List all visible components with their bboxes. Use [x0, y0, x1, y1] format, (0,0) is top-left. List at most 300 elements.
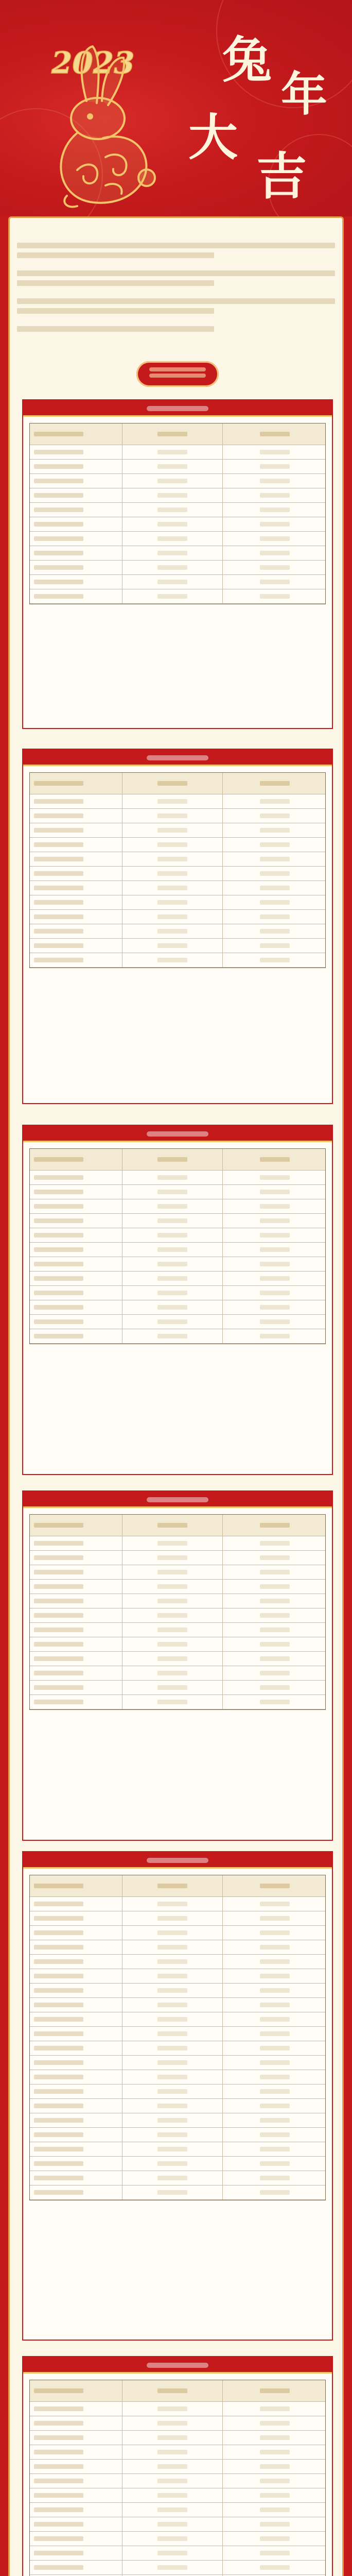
schedule-pm-cell [223, 445, 326, 459]
schedule-dept-cell [30, 1695, 122, 1709]
schedule-row [30, 924, 325, 939]
schedule-dept-cell [30, 2402, 122, 2416]
schedule-row [30, 1257, 325, 1272]
schedule-am-cell [122, 1565, 223, 1579]
schedule-am-cell [122, 794, 223, 808]
schedule-header-pm [223, 1149, 326, 1170]
schedule-row [30, 1608, 325, 1623]
schedule-row [30, 445, 325, 460]
schedule-row [30, 2445, 325, 2460]
schedule-pm-cell [223, 1695, 326, 1709]
schedule-dept-cell [30, 939, 122, 953]
schedule-pm-cell [223, 1551, 326, 1565]
schedule-pm-cell [223, 838, 326, 852]
schedule-row [30, 2402, 325, 2416]
schedule-dept-cell [30, 1911, 122, 1925]
schedule-pm-cell [223, 1536, 326, 1550]
schedule-pm-cell [223, 1329, 326, 1343]
schedule-row [30, 1551, 325, 1565]
banner-greeting-char: 年 [281, 67, 327, 122]
banner-year: 2023 [51, 45, 135, 80]
schedule-row [30, 460, 325, 474]
schedule-table-header [30, 2380, 325, 2402]
schedule-am-cell [122, 823, 223, 837]
schedule-pm-cell [223, 575, 326, 589]
schedule-am-cell [122, 1623, 223, 1637]
schedule-dept-cell [30, 1272, 122, 1285]
schedule-am-cell [122, 1536, 223, 1550]
schedule-row [30, 2460, 325, 2474]
notice-text-placeholder [17, 270, 335, 276]
schedule-pm-cell [223, 2084, 326, 2098]
notice-text-placeholder [17, 243, 335, 248]
schedule-dept-cell [30, 1315, 122, 1329]
schedule-pm-cell [223, 1228, 326, 1242]
schedule-pm-cell [223, 1608, 326, 1622]
schedule-row [30, 575, 325, 589]
schedule-am-cell [122, 895, 223, 909]
schedule-dept-cell [30, 1286, 122, 1300]
schedule-am-cell [122, 1300, 223, 1314]
schedule-row [30, 867, 325, 881]
schedule-row [30, 1171, 325, 1185]
schedule-row [30, 2416, 325, 2431]
schedule-am-cell [122, 2445, 223, 2459]
schedule-row [30, 561, 325, 575]
schedule-dept-cell [30, 924, 122, 938]
schedule-am-cell [122, 852, 223, 866]
schedule-dept-cell [30, 1171, 122, 1184]
schedule-dept-cell [30, 2142, 122, 2156]
schedule-am-cell [122, 589, 223, 603]
schedule-row [30, 503, 325, 517]
schedule-row [30, 1652, 325, 1666]
schedule-pm-cell [223, 794, 326, 808]
schedule-am-cell [122, 1652, 223, 1666]
schedule-card [22, 1125, 333, 1475]
notice-text-placeholder [17, 252, 214, 258]
schedule-am-cell [122, 1911, 223, 1925]
schedule-dept-cell [30, 2157, 122, 2171]
schedule-table [29, 2380, 326, 2576]
schedule-dept-cell [30, 503, 122, 517]
schedule-dept-cell [30, 823, 122, 837]
schedule-row [30, 852, 325, 867]
schedule-dept-cell [30, 575, 122, 589]
notice-text-placeholder [17, 298, 335, 304]
schedule-dept-cell [30, 2517, 122, 2531]
schedule-am-cell [122, 1926, 223, 1940]
schedule-dept-cell [30, 1551, 122, 1565]
schedule-pm-cell [223, 2546, 326, 2560]
schedule-pm-cell [223, 2099, 326, 2113]
schedule-card [22, 1851, 333, 2341]
schedule-row [30, 532, 325, 546]
schedule-card [22, 1490, 333, 1841]
schedule-table-header [30, 1875, 325, 1897]
schedule-table [29, 1875, 326, 2200]
schedule-header-pm [223, 1875, 326, 1896]
schedule-dept-cell [30, 1185, 122, 1199]
schedule-row [30, 1666, 325, 1681]
schedule-pm-cell [223, 2171, 326, 2185]
schedule-am-cell [122, 517, 223, 531]
schedule-pm-cell [223, 2460, 326, 2473]
schedule-dept-cell [30, 1998, 122, 2012]
schedule-row [30, 1300, 325, 1315]
schedule-row [30, 488, 325, 503]
schedule-row [30, 1199, 325, 1214]
schedule-dept-cell [30, 1897, 122, 1911]
banner-greeting-char: 吉 [256, 147, 307, 206]
schedule-am-cell [122, 1171, 223, 1184]
schedule-row [30, 2012, 325, 2027]
schedule-row [30, 2561, 325, 2575]
schedule-dept-cell [30, 2099, 122, 2113]
schedule-pm-cell [223, 474, 326, 488]
schedule-header-pm [223, 773, 326, 794]
schedule-am-cell [122, 575, 223, 589]
schedule-dept-cell [30, 1199, 122, 1213]
schedule-pm-cell [223, 1666, 326, 1680]
schedule-am-cell [122, 2084, 223, 2098]
schedule-row [30, 1243, 325, 1257]
schedule-am-cell [122, 924, 223, 938]
schedule-pm-cell [223, 1623, 326, 1637]
schedule-dept-cell [30, 881, 122, 895]
schedule-header-am [122, 423, 223, 445]
schedule-am-cell [122, 1940, 223, 1954]
schedule-row [30, 809, 325, 823]
schedule-pm-cell [223, 2128, 326, 2142]
schedule-row [30, 1998, 325, 2012]
schedule-dept-cell [30, 2084, 122, 2098]
schedule-table-header [30, 1515, 325, 1536]
schedule-dept-cell [30, 1666, 122, 1680]
schedule-dept-cell [30, 1652, 122, 1666]
schedule-pm-cell [223, 488, 326, 502]
schedule-am-cell [122, 2099, 223, 2113]
schedule-table [29, 772, 326, 968]
schedule-dept-cell [30, 445, 122, 459]
schedule-row [30, 1536, 325, 1551]
schedule-row [30, 1623, 325, 1637]
schedule-header-am [122, 1875, 223, 1896]
schedule-row [30, 881, 325, 895]
schedule-row [30, 895, 325, 910]
schedule-pm-cell [223, 2431, 326, 2445]
schedule-pm-cell [223, 1681, 326, 1694]
schedule-dept-cell [30, 895, 122, 909]
schedule-row [30, 2070, 325, 2084]
schedule-am-cell [122, 1637, 223, 1651]
schedule-am-cell [122, 2056, 223, 2070]
schedule-row [30, 1214, 325, 1228]
schedule-dept-cell [30, 532, 122, 546]
schedule-dept-cell [30, 474, 122, 488]
schedule-am-cell [122, 2460, 223, 2473]
schedule-table-header [30, 1149, 325, 1171]
schedule-pm-cell [223, 2517, 326, 2531]
schedule-header-am [122, 773, 223, 794]
schedule-pm-cell [223, 1897, 326, 1911]
schedule-pm-cell [223, 910, 326, 924]
schedule-pm-cell [223, 2488, 326, 2502]
schedule-pm-cell [223, 460, 326, 473]
schedule-dept-cell [30, 2027, 122, 2041]
schedule-pm-cell [223, 2070, 326, 2084]
schedule-am-cell [122, 953, 223, 967]
schedule-pm-cell [223, 953, 326, 967]
schedule-pm-cell [223, 1594, 326, 1608]
schedule-am-cell [122, 1998, 223, 2012]
notice-text-placeholder [17, 308, 214, 314]
schedule-card-date-placeholder [147, 755, 208, 760]
schedule-am-cell [122, 2503, 223, 2517]
schedule-pm-cell [223, 2402, 326, 2416]
banner-greeting-char: 大 [188, 108, 238, 166]
schedule-dept-cell [30, 561, 122, 574]
schedule-am-cell [122, 546, 223, 560]
schedule-header-am [122, 1149, 223, 1170]
schedule-row [30, 838, 325, 852]
schedule-pm-cell [223, 2185, 326, 2199]
schedule-dept-cell [30, 1214, 122, 1228]
schedule-pm-cell [223, 881, 326, 895]
holiday-notice [17, 226, 335, 355]
schedule-dept-cell [30, 1594, 122, 1608]
schedule-row [30, 2532, 325, 2546]
schedule-pm-cell [223, 561, 326, 574]
schedule-am-cell [122, 1666, 223, 1680]
schedule-row [30, 1286, 325, 1300]
schedule-am-cell [122, 1955, 223, 1969]
schedule-dept-cell [30, 2128, 122, 2142]
schedule-pm-cell [223, 1272, 326, 1285]
schedule-am-cell [122, 1695, 223, 1709]
schedule-row [30, 1695, 325, 1709]
schedule-am-cell [122, 2561, 223, 2574]
schedule-dept-cell [30, 1580, 122, 1594]
schedule-am-cell [122, 1551, 223, 1565]
schedule-row [30, 1329, 325, 1344]
schedule-pm-cell [223, 1185, 326, 1199]
schedule-dept-cell [30, 1926, 122, 1940]
schedule-pm-cell [223, 1984, 326, 1997]
schedule-row [30, 546, 325, 561]
schedule-am-cell [122, 1286, 223, 1300]
schedule-dept-cell [30, 2113, 122, 2127]
schedule-am-cell [122, 939, 223, 953]
schedule-dept-cell [30, 517, 122, 531]
schedule-dept-cell [30, 1984, 122, 1997]
schedule-row [30, 1228, 325, 1243]
schedule-row [30, 2128, 325, 2142]
schedule-pm-cell [223, 924, 326, 938]
schedule-header-pm [223, 1515, 326, 1536]
schedule-am-cell [122, 2142, 223, 2156]
schedule-dept-cell [30, 1969, 122, 1983]
schedule-am-cell [122, 1257, 223, 1271]
schedule-row [30, 794, 325, 809]
schedule-am-cell [122, 2171, 223, 2185]
schedule-row [30, 2027, 325, 2041]
schedule-pm-cell [223, 1300, 326, 1314]
schedule-am-cell [122, 2517, 223, 2531]
schedule-pm-cell [223, 2474, 326, 2488]
schedule-dept-cell [30, 2171, 122, 2185]
schedule-table [29, 1514, 326, 1710]
schedule-row [30, 1911, 325, 1926]
schedule-am-cell [122, 1608, 223, 1622]
schedule-header-am [122, 2380, 223, 2401]
schedule-dept-cell [30, 1623, 122, 1637]
schedule-pm-cell [223, 2142, 326, 2156]
schedule-am-cell [122, 2488, 223, 2502]
schedule-dept-cell [30, 1300, 122, 1314]
schedule-row [30, 1926, 325, 1940]
schedule-am-cell [122, 532, 223, 546]
schedule-row [30, 2431, 325, 2445]
notice-item [17, 326, 335, 350]
schedule-am-cell [122, 2070, 223, 2084]
schedule-dept-cell [30, 1565, 122, 1579]
schedule-row [30, 1594, 325, 1608]
schedule-pm-cell [223, 546, 326, 560]
schedule-row [30, 1565, 325, 1580]
schedule-row [30, 2041, 325, 2056]
schedule-dept-cell [30, 2070, 122, 2084]
schedule-am-cell [122, 1199, 223, 1213]
schedule-am-cell [122, 2185, 223, 2199]
schedule-dept-cell [30, 2445, 122, 2459]
notice-text-placeholder [17, 326, 214, 332]
schedule-dept-cell [30, 1243, 122, 1257]
schedule-am-cell [122, 910, 223, 924]
schedule-dept-cell [30, 2460, 122, 2473]
schedule-dept-cell [30, 1608, 122, 1622]
schedule-row [30, 2113, 325, 2128]
schedule-card [22, 749, 333, 1104]
schedule-row [30, 1984, 325, 1998]
schedule-dept-cell [30, 1257, 122, 1271]
schedule-dept-cell [30, 2532, 122, 2546]
notice-item [17, 270, 335, 294]
schedule-am-cell [122, 2128, 223, 2142]
schedule-card-date [23, 2357, 332, 2374]
schedule-row [30, 2503, 325, 2517]
schedule-header-dept [30, 1875, 122, 1896]
schedule-dept-cell [30, 838, 122, 852]
schedule-am-cell [122, 1243, 223, 1257]
schedule-row [30, 2546, 325, 2561]
schedule-pm-cell [223, 852, 326, 866]
schedule-am-cell [122, 460, 223, 473]
schedule-pm-cell [223, 2012, 326, 2026]
schedule-dept-cell [30, 852, 122, 866]
schedule-dept-cell [30, 2488, 122, 2502]
schedule-row [30, 2157, 325, 2171]
schedule-am-cell [122, 474, 223, 488]
schedule-pm-cell [223, 2561, 326, 2574]
schedule-header-am [122, 1515, 223, 1536]
schedule-dept-cell [30, 1536, 122, 1550]
schedule-pm-cell [223, 1214, 326, 1228]
schedule-pm-cell [223, 1998, 326, 2012]
schedule-dept-cell [30, 794, 122, 808]
schedule-card-date-placeholder [147, 1131, 208, 1137]
schedule-pm-cell [223, 532, 326, 546]
notice-title [17, 226, 335, 239]
schedule-pm-cell [223, 517, 326, 531]
schedule-row [30, 1955, 325, 1969]
schedule-header-pm [223, 2380, 326, 2401]
schedule-pm-cell [223, 1955, 326, 1969]
schedule-row [30, 2099, 325, 2113]
schedule-pm-cell [223, 2503, 326, 2517]
schedule-am-cell [122, 1594, 223, 1608]
schedule-dept-cell [30, 488, 122, 502]
schedule-am-cell [122, 2416, 223, 2430]
schedule-row [30, 910, 325, 924]
schedule-row [30, 1637, 325, 1652]
schedule-row [30, 2084, 325, 2099]
schedule-table [29, 1148, 326, 1344]
schedule-row [30, 2185, 325, 2200]
schedule-pm-cell [223, 2056, 326, 2070]
schedule-pm-cell [223, 1911, 326, 1925]
schedule-dept-cell [30, 2012, 122, 2026]
schedule-am-cell [122, 2012, 223, 2026]
schedule-card-date-placeholder [147, 1858, 208, 1863]
schedule-title-placeholder [149, 374, 206, 378]
new-year-banner [0, 0, 352, 216]
schedule-dept-cell [30, 953, 122, 967]
schedule-dept-cell [30, 2431, 122, 2445]
banner-artwork [0, 0, 352, 216]
schedule-am-cell [122, 1315, 223, 1329]
schedule-am-cell [122, 1897, 223, 1911]
schedule-pm-cell [223, 1315, 326, 1329]
schedule-pm-cell [223, 1243, 326, 1257]
notice-text-placeholder [17, 280, 214, 286]
schedule-row [30, 1185, 325, 1199]
schedule-card-date [23, 400, 332, 417]
schedule-dept-cell [30, 2416, 122, 2430]
schedule-title-placeholder [149, 367, 206, 371]
schedule-pm-cell [223, 809, 326, 823]
schedule-dept-cell [30, 1637, 122, 1651]
schedule-am-cell [122, 1272, 223, 1285]
schedule-header-dept [30, 773, 122, 794]
schedule-am-cell [122, 2474, 223, 2488]
schedule-card-date-placeholder [147, 2363, 208, 2368]
schedule-pm-cell [223, 1969, 326, 1983]
schedule-pm-cell [223, 1171, 326, 1184]
schedule-row [30, 1940, 325, 1955]
schedule-am-cell [122, 2113, 223, 2127]
schedule-dept-cell [30, 809, 122, 823]
schedule-pm-cell [223, 2027, 326, 2041]
schedule-row [30, 2488, 325, 2503]
schedule-am-cell [122, 2027, 223, 2041]
schedule-dept-cell [30, 1329, 122, 1343]
schedule-dept-cell [30, 589, 122, 603]
notice-item [17, 298, 335, 322]
schedule-dept-cell [30, 2185, 122, 2199]
schedule-dept-cell [30, 460, 122, 473]
schedule-am-cell [122, 2546, 223, 2560]
